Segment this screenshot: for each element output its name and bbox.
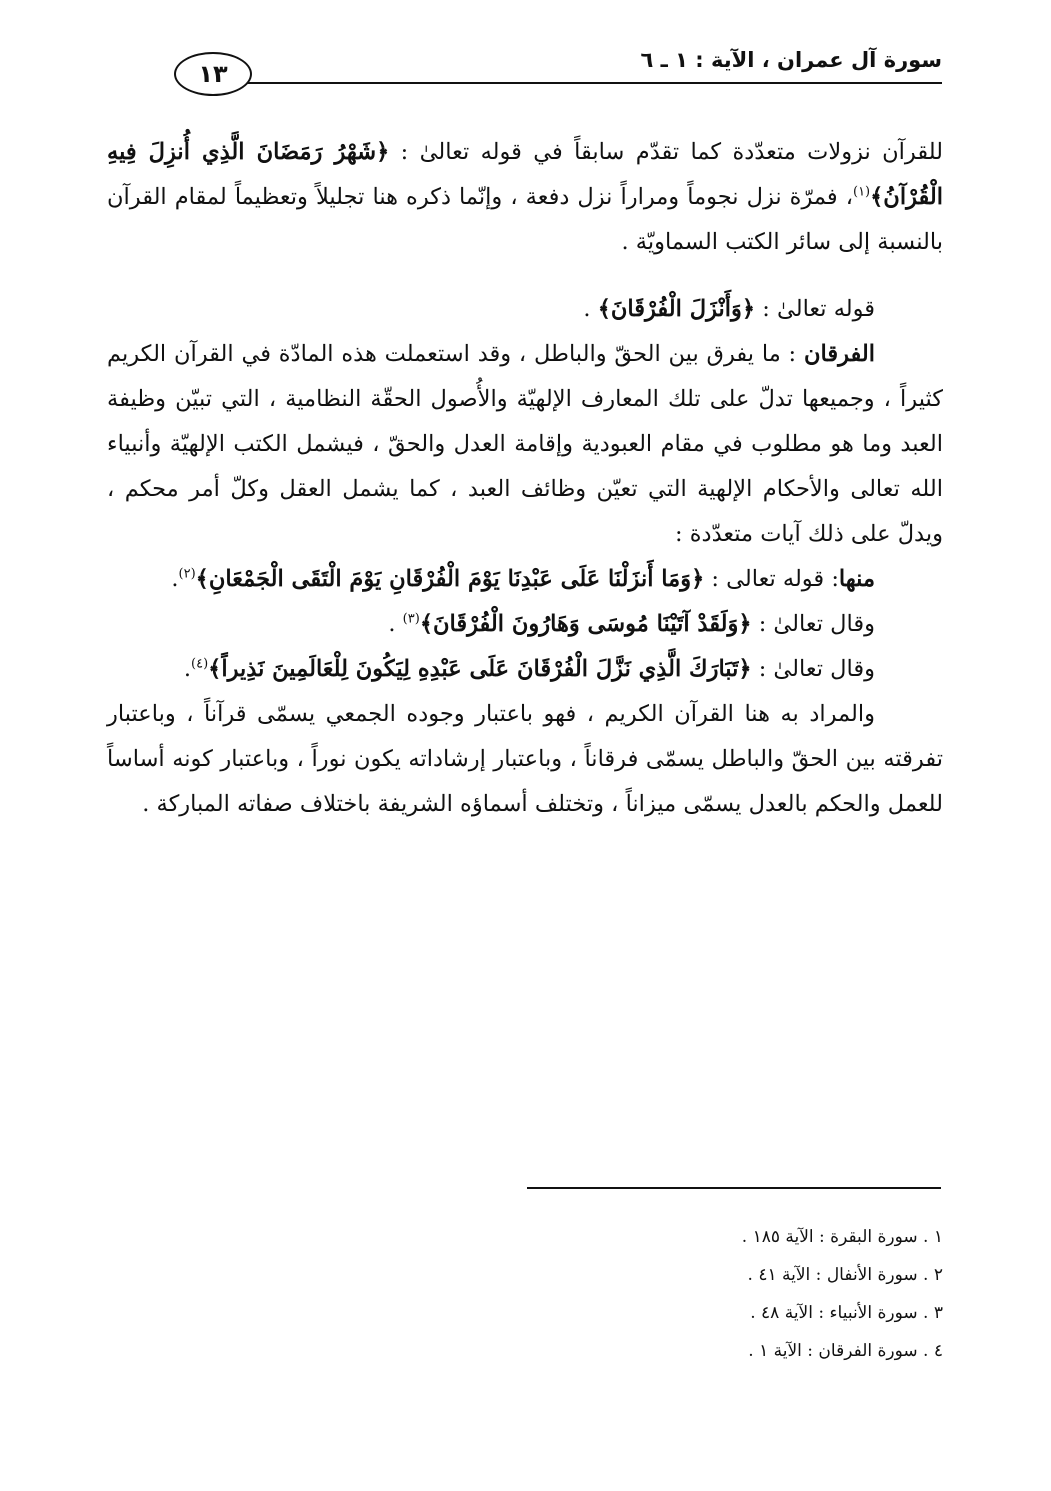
- footnote-ref: (٤): [191, 656, 209, 672]
- footnote-item: ٢ . سورة الأنفال : الآية ٤١ .: [747, 1265, 943, 1285]
- defined-term: منها: [838, 566, 875, 592]
- footnote-ref: (٣): [402, 611, 420, 627]
- paragraph: [107, 130, 943, 265]
- footnote-ref: (١): [852, 184, 871, 200]
- defined-term: الفرقان: [803, 341, 875, 367]
- footnote-separator: [527, 1187, 941, 1189]
- quran-verse: ﴿شَهْرُ رَمَضَانَ الَّذِي أُنزِلَ فِيهِ الْقُرْآنُ﴾: [107, 139, 943, 210]
- paragraph: [107, 557, 943, 602]
- paragraph-text: .: [183, 656, 191, 682]
- footnotes: [543, 1218, 943, 1370]
- footnote-ref: (٢): [178, 566, 196, 582]
- paragraph-text: للقرآن نزولات متعدّدة كما تقدّم سابقاً في قوله تعالىٰ :: [389, 139, 943, 165]
- paragraph-text: .: [583, 296, 598, 322]
- paragraph: [107, 602, 943, 647]
- paragraph-text: قوله تعالىٰ :: [755, 296, 875, 322]
- paragraph-text: : ما يفرق بين الحقّ والباطل ، وقد استعملت هذه المادّة في القرآن الكريم كثيراً ، وجميعها تدلّ على تلك المعارف الإلهيّة والأُصول الحقّة النظامية ، التي تبيّن وظيفة العبد وما هو مطلوب في مقام العبودية وإقامة العدل والحقّ ، فيشمل الكتب الإلهيّة وأنبياء الله تعالى والأحكام الإلهية التي تعيّن وظائف العبد ، كما يشمل العقل وكلّ أمر محكم ، ويدلّ على ذلك آيات متعدّدة :: [107, 341, 943, 547]
- paragraph-text: : قوله تعالى :: [704, 566, 839, 592]
- paragraph: [107, 332, 943, 557]
- page-number-badge: ١٣: [174, 52, 252, 96]
- quran-verse: ﴿وَأَنْزَلَ الْفُرْقَانَ﴾: [597, 296, 756, 322]
- paragraph: [107, 287, 943, 332]
- header-rule: [244, 82, 942, 84]
- quran-verse: ﴿تَبَارَكَ الَّذِي نَزَّلَ الْفُرْقَانَ عَلَى عَبْدِهِ لِيَكُونَ لِلْعَالَمِينَ نَذِيراً﴾: [208, 656, 752, 682]
- quran-verse: ﴿وَمَا أَنزَلْنَا عَلَى عَبْدِنَا يَوْمَ الْفُرْقَانِ يَوْمَ الْتَقَى الْجَمْعَانِ﴾: [195, 566, 705, 592]
- footnote-item: ١ . سورة البقرة : الآية ١٨٥ .: [741, 1227, 943, 1247]
- paragraph-text: وقال تعالىٰ :: [751, 656, 875, 682]
- main-text: [107, 130, 943, 827]
- running-header-title: سورة آل عمران ، الآية : ١ ـ ٦: [640, 48, 942, 72]
- paragraph-text: والمراد به هنا القرآن الكريم ، فهو باعتبار وجوده الجمعي يسمّى قرآناً ، وباعتبار تفرقته بين الحقّ والباطل يسمّى فرقاناً ، وباعتبار إرشاداته يكون نوراً ، وباعتبار كونه أساساً للعمل والحكم بالعدل يسمّى ميزاناً ، وتختلف أسماؤه الشريفة باختلاف صفاته المباركة .: [107, 701, 943, 817]
- quran-verse: ﴿وَلَقَدْ آتَيْنَا مُوسَى وَهَارُونَ الْفُرْقَانَ﴾: [419, 611, 752, 637]
- page-header: [104, 40, 942, 90]
- paragraph-text: .: [171, 566, 179, 592]
- paragraph: [107, 692, 943, 827]
- paragraph: [107, 647, 943, 692]
- paragraph-text: وقال تعالىٰ :: [751, 611, 875, 637]
- paragraph-text: ، فمرّة نزل نجوماً ومراراً نزل دفعة ، وإنّما ذكره هنا تجليلاً وتعظيماً لمقام القرآن بالنسبة إلى سائر الكتب السماويّة .: [107, 184, 943, 255]
- footnote-item: ٤ . سورة الفرقان : الآية ١ .: [748, 1341, 943, 1361]
- paragraph-text: .: [388, 611, 403, 637]
- footnote-item: ٣ . سورة الأنبياء : الآية ٤٨ .: [750, 1303, 943, 1323]
